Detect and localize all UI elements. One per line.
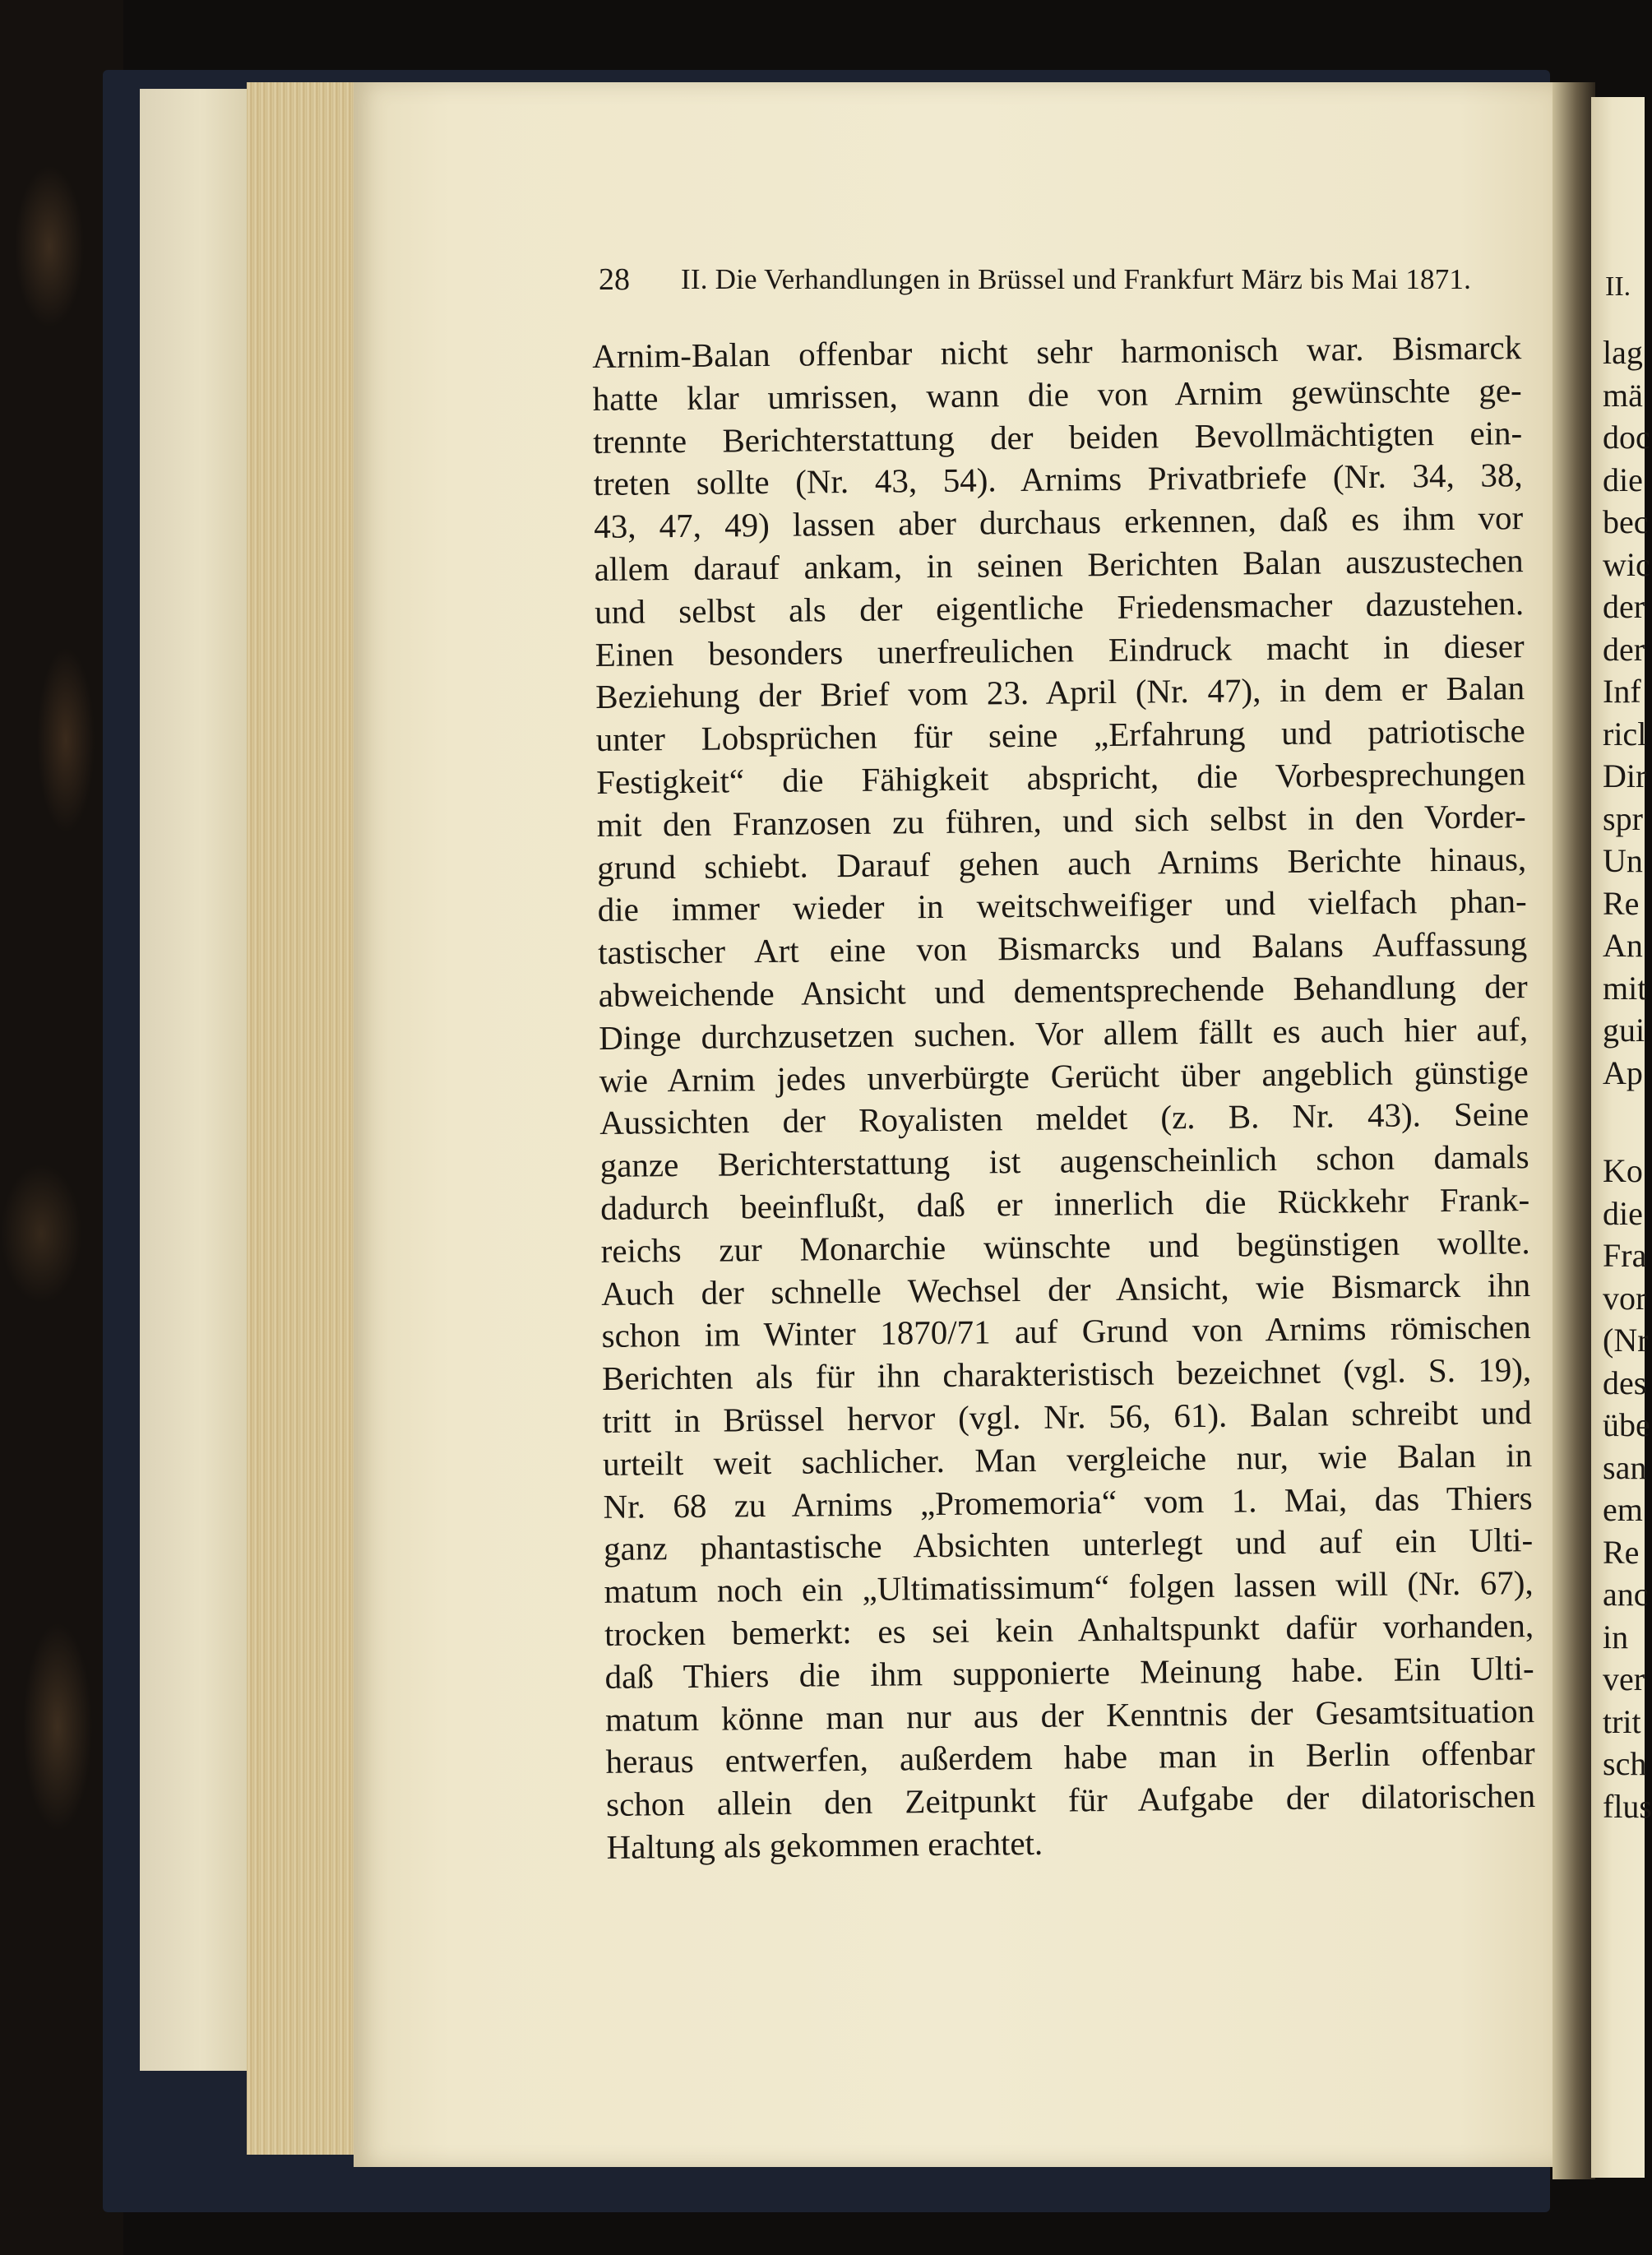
facing-text-fragment: die [1603, 1194, 1643, 1232]
page-number: 28 [599, 262, 630, 297]
text-line: tastischer Art eine von Bismarcks und Balans Auffassung [597, 924, 1528, 972]
facing-text-fragment: Fra [1603, 1237, 1647, 1274]
paragraph-gap [1603, 1094, 1652, 1150]
facing-page-header: II. [1605, 271, 1631, 302]
facing-page [1591, 97, 1652, 2178]
running-title: II. Die Verhandlungen in Brüssel und Frankfurt März bis Mai 1871. [681, 263, 1472, 295]
text-line: matum noch ein „Ultimatissimum“ folgen lassen will (Nr. 67), [604, 1563, 1534, 1611]
facing-text-fragment: ricl [1603, 715, 1647, 752]
facing-text-fragment: sch [1603, 1745, 1647, 1782]
text-line: schon allein den Zeitpunkt für Aufgabe der dilatorischen [605, 1776, 1536, 1824]
text-line: dadurch beeinflußt, daß er innerlich die Rückkehr Frank- [599, 1180, 1530, 1227]
text-line: Arnim-Balan offenbar nicht sehr harmonisch war. Bismarck [592, 328, 1522, 375]
text-line: Berichten als für ihn charakteristisch bezeichnet (vgl. S. 19), [601, 1350, 1532, 1398]
facing-text-fragment: em [1603, 1491, 1643, 1528]
facing-text-fragment: Re [1603, 884, 1640, 922]
text-line: grund schiebt. Darauf gehen auch Arnims Berichte hinaus, [596, 839, 1527, 887]
text-line: trocken bemerkt: es sei kein Anhaltspunkt dafür vorhanden, [604, 1605, 1534, 1653]
text-line: matum könne man nur aus der Kenntnis der Gesamtsituation [604, 1691, 1535, 1739]
text-line: reichs zur Monarchie wünschte und begünstigen wollte. [600, 1222, 1530, 1270]
text-line: daß Thiers die ihm supponierte Meinung habe. Ein Ulti- [604, 1648, 1534, 1696]
text-line: trennte Berichterstattung der beiden Bevollmächtigten ein- [593, 413, 1523, 461]
facing-text-fragment: Dir [1603, 757, 1647, 794]
text-line: 43, 47, 49) lassen aber durchaus erkennen, daß es ihm vor [594, 498, 1524, 546]
text-line: Aussichten der Royalisten meldet (z. B. Nr. 43). Seine [599, 1095, 1529, 1142]
text-line: ganze Berichterstattung ist augenscheinlich schon damals [599, 1137, 1529, 1185]
text-line: unter Lobsprüchen für seine „Erfahrung und patriotische [595, 711, 1525, 759]
text-line: allem darauf ankam, in seinen Berichten Balan auszustechen [594, 541, 1524, 588]
text-line: die immer wieder in weitschweifiger und vielfach phan- [597, 882, 1527, 929]
facing-text-fragment: bec [1603, 503, 1649, 540]
text-line: tritt in Brüssel hervor (vgl. Nr. 56, 61). Balan schreibt und [602, 1393, 1532, 1440]
text-line: Beziehung der Brief vom 23. April (Nr. 47), in dem er Balan [595, 669, 1525, 716]
facing-text-fragment: ver [1603, 1660, 1645, 1697]
text-line: abweichende Ansicht und dementsprechende Behandlung der [598, 967, 1528, 1014]
facing-text-fragment: wic [1603, 545, 1650, 583]
facing-text-fragment: Inf [1603, 673, 1641, 710]
text-line: und selbst als der eigentliche Friedensmacher dazustehen. [595, 583, 1525, 631]
facing-text-fragment: übe [1603, 1406, 1650, 1443]
text-line: Festigkeit“ die Fähigkeit abspricht, die Vorbesprechungen [595, 754, 1526, 801]
body-text [592, 326, 1536, 1868]
facing-text-fragment: in [1603, 1618, 1629, 1655]
facing-text-fragment: Ko [1603, 1152, 1643, 1189]
book-gutter-shadow [1553, 82, 1595, 2179]
page-header [599, 262, 1524, 304]
facing-text-fragment: spr [1603, 799, 1643, 837]
facing-text-fragment: trit [1603, 1702, 1641, 1740]
facing-text-fragment: flus [1603, 1787, 1652, 1825]
facing-text-fragment: lag [1603, 334, 1643, 371]
facing-text-fragment: san [1603, 1448, 1647, 1486]
facing-text-fragment: gui [1603, 1012, 1645, 1049]
text-line: urteilt weit sachlicher. Man vergleiche nur, wie Balan in [602, 1435, 1533, 1483]
facing-text-fragment: mä [1603, 376, 1643, 414]
facing-text-fragment: Ap [1603, 1053, 1643, 1091]
facing-text-fragment: (Nr [1603, 1322, 1649, 1359]
text-line: Nr. 68 zu Arnims „Promemoria“ vom 1. Mai, das Thiers [603, 1478, 1533, 1526]
text-line: Haltung als gekommen erachtet. [606, 1823, 1043, 1866]
text-line: ganz phantastische Absichten unterlegt und auf ein Ulti- [603, 1521, 1534, 1568]
facing-text-fragment: Un [1603, 842, 1643, 879]
facing-text-fragment: anc [1603, 1576, 1649, 1613]
facing-text-fragment: des [1603, 1364, 1647, 1401]
facing-text-fragment: mit [1603, 969, 1647, 1007]
endpaper-strip [140, 89, 251, 2071]
facing-text-fragment: Re [1603, 1533, 1640, 1571]
text-line: Auch der schnelle Wechsel der Ansicht, wie Bismarck ihn [600, 1265, 1531, 1313]
text-line: Einen besonders unerfreulichen Eindruck macht in dieser [595, 626, 1525, 674]
text-line: Dinge durchzusetzen suchen. Vor allem fällt es auch hier auf, [598, 1009, 1529, 1057]
text-line: mit den Franzosen zu führen, und sich selbst in den Vorder- [596, 796, 1526, 844]
text-line: treten sollte (Nr. 43, 54). Arnims Privatbriefe (Nr. 34, 38, [593, 456, 1523, 503]
facing-text-fragment: An [1603, 927, 1643, 964]
facing-text-fragment: der [1603, 588, 1645, 625]
text-line: heraus entwerfen, außerdem habe man in Berlin offenbar [605, 1734, 1535, 1781]
facing-text-fragment: doc [1603, 419, 1650, 456]
text-line: schon im Winter 1870/71 auf Grund von Arnims römischen [601, 1308, 1531, 1355]
facing-page-text [1603, 331, 1652, 1827]
facing-text-fragment: vor [1603, 1279, 1647, 1317]
text-line: wie Arnim jedes unverbürgte Gerücht über angeblich günstige [599, 1052, 1529, 1100]
facing-text-fragment: die [1603, 461, 1643, 498]
text-line: hatte klar umrissen, wann die von Arnim gewünschte ge- [592, 370, 1522, 418]
facing-text-fragment: der [1603, 630, 1645, 668]
